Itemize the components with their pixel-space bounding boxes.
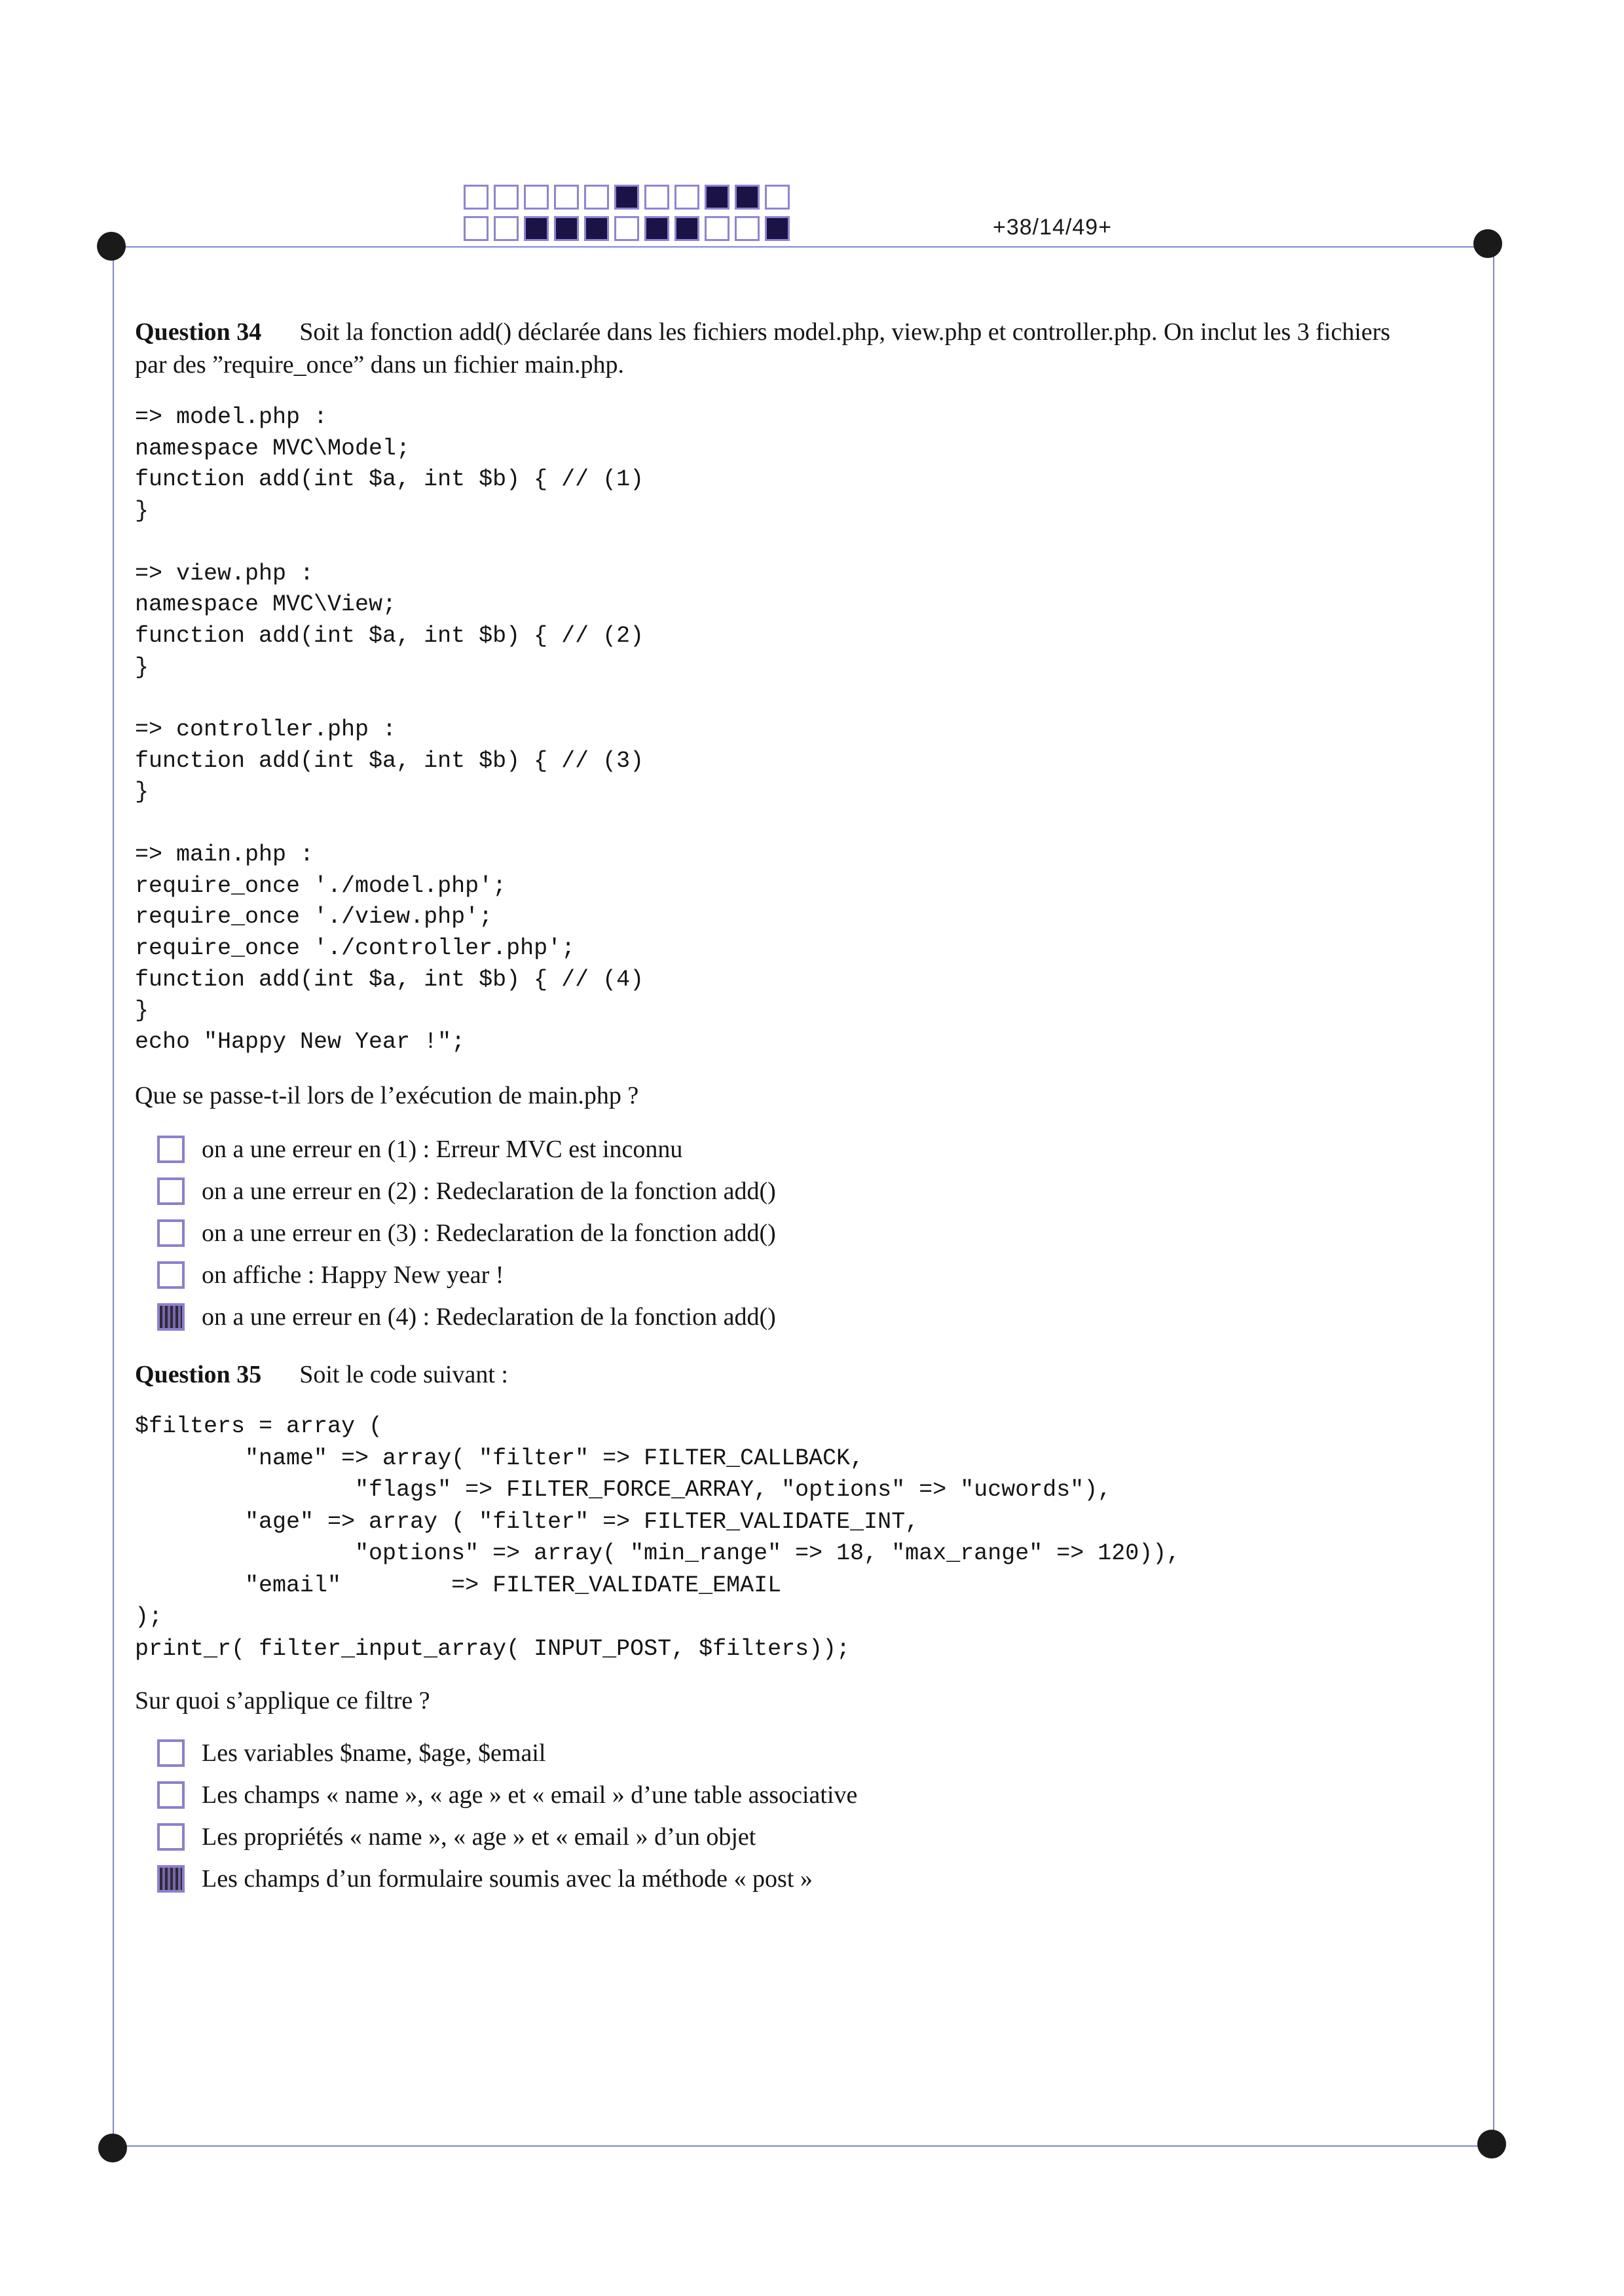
answer-checkbox[interactable] — [157, 1177, 185, 1205]
answer-checkbox[interactable] — [157, 1781, 185, 1809]
answer-choice[interactable] — [157, 1259, 504, 1291]
answer-text: Les champs « name », « age » et « email » d’une table associative — [202, 1781, 858, 1809]
question-intro-text: Soit la fonction add() déclarée dans les fichiers model.php, view.php et controller.php. On inclut les 3 fichiers — [299, 318, 1391, 346]
answer-checkbox[interactable] — [157, 1219, 185, 1247]
page-code-box — [644, 216, 669, 241]
answer-choice[interactable] — [157, 1779, 857, 1811]
corner-mark-bottom-right — [1477, 2130, 1506, 2158]
answer-text: on a une erreur en (4) : Redeclaration de la fonction add() — [202, 1303, 776, 1331]
answer-text: Les propriétés « name », « age » et « email » d’un objet — [202, 1823, 756, 1851]
page-code-box — [524, 216, 549, 241]
question-35-code: $filters = array ( "name" => array( "filter" => FILTER_CALLBACK, "flags" => FILTER_FORCE_ARRAY, "options" => "ucwords"), "age" => array ( "filter" => FILTER_VALIDATE_INT, "options" => array( "min_range" => 18, "max_range" => 120)), "email" => FILTER_VALIDATE_EMAIL ); print_r( filter_input_array( INPUT_POST, $filters)); — [135, 1413, 1181, 1662]
answer-choice[interactable] — [157, 1133, 682, 1166]
page-code-box — [765, 185, 790, 210]
page-code-box — [705, 185, 729, 210]
page-code-box — [765, 216, 790, 241]
page-code-box — [554, 185, 579, 210]
question-35-prompt: Sur quoi s’applique ce filtre ? — [135, 1687, 430, 1714]
answer-checkbox[interactable] — [157, 1739, 185, 1767]
page-code-box — [614, 216, 639, 241]
answer-choice[interactable] — [157, 1862, 813, 1895]
answer-checkbox[interactable] — [157, 1823, 185, 1851]
page-identifier: +38/14/49+ — [993, 215, 1113, 240]
corner-mark-bottom-left — [98, 2134, 127, 2162]
answer-choice[interactable] — [157, 1175, 776, 1208]
question-label: Question 35 — [135, 1361, 262, 1388]
answer-text: on a une erreur en (3) : Redeclaration de la fonction add() — [202, 1219, 776, 1247]
page-code-box — [644, 185, 669, 210]
corner-mark-top-right — [1473, 229, 1502, 258]
page-code-box — [464, 216, 489, 241]
page-code-box — [584, 185, 609, 210]
corner-mark-top-left — [97, 232, 126, 261]
question-label: Question 34 — [135, 318, 262, 346]
answer-text: on a une erreur en (1) : Erreur MVC est inconnu — [202, 1136, 683, 1163]
page-code-box — [735, 216, 760, 241]
answer-checkbox[interactable] — [157, 1261, 185, 1289]
answer-text: on affiche : Happy New year ! — [202, 1261, 504, 1289]
answer-text: on a une erreur en (2) : Redeclaration de la fonction add() — [202, 1177, 776, 1205]
question-intro-text: Soit le code suivant : — [299, 1361, 508, 1388]
question-34-code: => model.php : namespace MVC\Model; function add(int $a, int $b) { // (1) } => view.php : namespace MVC\View; function add(int $a, int $b) { // (2) } => controller.php : function add(int $a, int $b) { // (3) } => main.php : require_once './model.php'; require_once './view.php'; require_once './controller.php'; function add(int $a, int $b) { // (4) } echo "Happy New Year !"; — [135, 404, 644, 1056]
page-code-box — [494, 216, 519, 241]
page-code-row-top — [464, 185, 795, 210]
answer-choice[interactable] — [157, 1737, 545, 1769]
answer-checkbox[interactable] — [157, 1136, 185, 1163]
page-code-box — [494, 185, 519, 210]
answer-choice[interactable] — [157, 1217, 776, 1250]
page-code-box — [674, 185, 699, 210]
question-34-prompt: Que se passe-t-il lors de l’exécution de main.php ? — [135, 1082, 639, 1109]
answer-text: Les variables $name, $age, $email — [202, 1739, 546, 1767]
page-code-box — [614, 185, 639, 210]
page-code-box — [554, 216, 579, 241]
answer-text: Les champs d’un formulaire soumis avec la méthode « post » — [202, 1865, 813, 1893]
page-code-box — [524, 185, 549, 210]
answer-choice[interactable] — [157, 1301, 776, 1333]
answer-choice[interactable] — [157, 1821, 756, 1853]
page-code-box — [674, 216, 699, 241]
page-code-box — [705, 216, 729, 241]
page-code-box — [735, 185, 760, 210]
question-34-intro-continued: par des ”require_once” dans un fichier main.php. — [135, 351, 625, 379]
page-code-box — [584, 216, 609, 241]
page-code-box — [464, 185, 489, 210]
question-34-intro — [135, 316, 1471, 348]
question-35-intro — [135, 1358, 1471, 1391]
answer-checkbox[interactable] — [157, 1865, 185, 1893]
answer-checkbox[interactable] — [157, 1303, 185, 1331]
page-code-row-bottom — [464, 216, 795, 241]
